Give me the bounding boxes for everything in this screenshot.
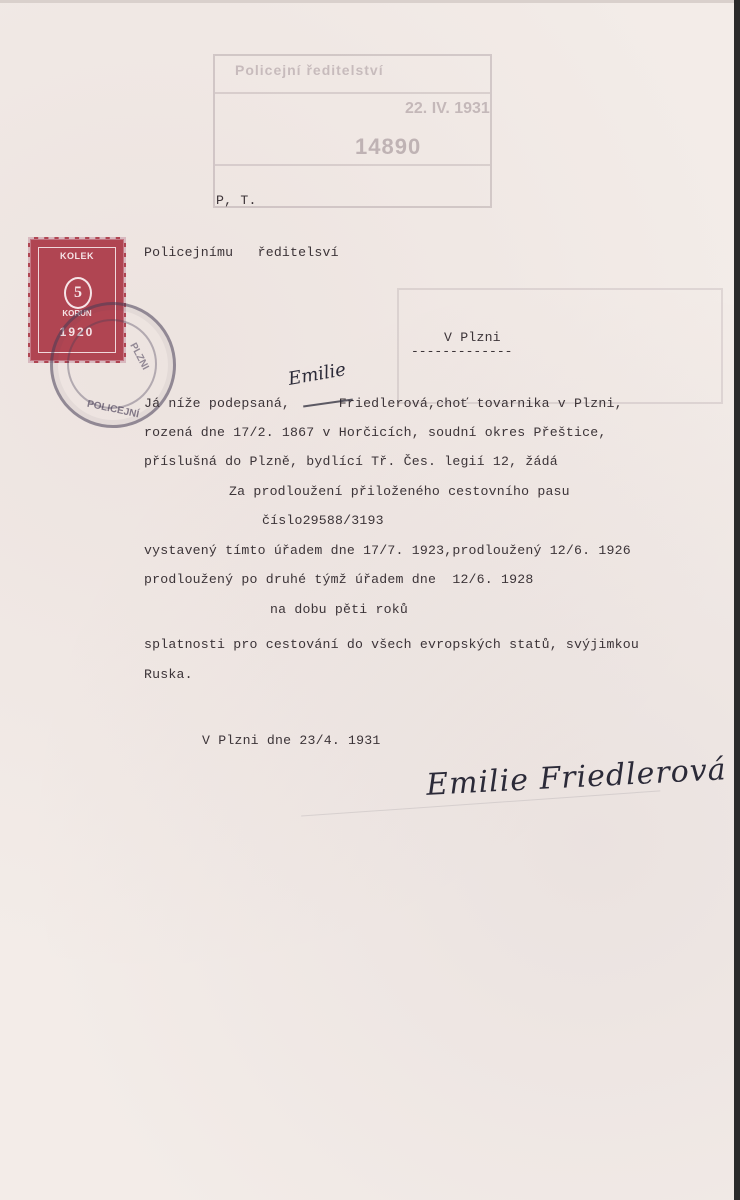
city-underline: ------------- (411, 344, 513, 359)
revenue-stamp-currency: KORUN (62, 309, 92, 318)
body-line-2: rozená dne 17/2. 1867 v Horčicích, soudní okres Přeštice, (144, 425, 607, 440)
body-line-6: vystavený tímto úřadem dne 17/7. 1923,prodloužený 12/6. 1926 (144, 543, 631, 558)
place-date: V Plzni dne 23/4. 1931 (202, 733, 381, 748)
body-line-8: na dobu pěti roků (270, 602, 408, 617)
body-line-4: Za prodloužení přiloženého cestovního pasu (229, 484, 570, 499)
registry-stamp-title: Policejní ředitelství (235, 62, 384, 78)
recipient: Policejnímu ředitelsví (144, 245, 339, 260)
revenue-stamp-label: KOLEK (60, 251, 94, 261)
page-top-edge (0, 0, 740, 3)
body-line-5: číslo29588/3193 (262, 513, 384, 528)
body-line-3: příslušná do Plzně, bydlící Tř. Čes. legií 12, žádá (144, 454, 558, 469)
registry-stamp-date: 22. IV. 1931 (405, 100, 490, 117)
body-line-10: Ruska. (144, 667, 193, 682)
body-line-1: Já níže podepsaná, Friedlerová,choť tovarnika v Plzni, (144, 396, 623, 411)
body-line-9: splatnosti pro cestování do všech evropských statů, svýjimkou (144, 637, 639, 652)
salutation: P, T. (216, 193, 257, 208)
city-heading: V Plzni (444, 330, 501, 345)
signature: Emilie Friedlerová (425, 752, 728, 803)
registry-stamp-rule-lower (215, 164, 490, 166)
page-right-edge (734, 0, 740, 1200)
police-seal-label-2: PLZNI (127, 341, 151, 372)
revenue-stamp-value: 5 (64, 277, 92, 309)
registry-stamp-rule (215, 92, 490, 94)
revenue-stamp-year: 1920 (59, 325, 95, 339)
registry-stamp (213, 54, 492, 208)
registry-stamp-number: 14890 (355, 134, 422, 159)
handwritten-correction: Emilie (286, 359, 348, 390)
body-line-7: prodloužený po druhé týmž úřadem dne 12/6. 1928 (144, 572, 534, 587)
police-seal-label: POLICEJNÍ (86, 398, 140, 421)
bleed-through-writing (518, 184, 532, 210)
